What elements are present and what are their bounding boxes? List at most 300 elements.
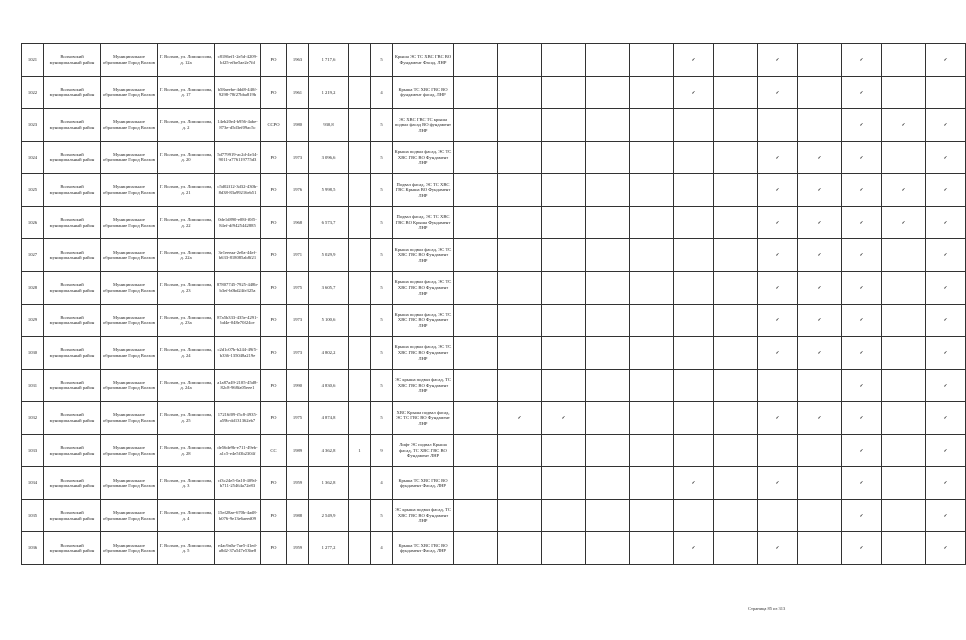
municipality-cell: Муниципальное образование Город Волхов: [101, 109, 158, 142]
build-year-cell: 1988: [287, 499, 309, 532]
work-check-cell: [586, 174, 630, 207]
work-check-cell: [758, 337, 798, 370]
wall-type-cell: РО: [261, 499, 287, 532]
checkmark-icon: ✓: [859, 284, 864, 290]
work-check-cell: [842, 206, 882, 239]
build-year-cell: 1973: [287, 304, 309, 337]
address-cell: Г. Волхов, ул. Ломоносова, д. 12а: [158, 44, 215, 77]
elevator-count-cell: [349, 337, 371, 370]
work-check-cell: [714, 76, 758, 109]
municipality-cell: Муниципальное образование Город Волхов: [101, 402, 158, 435]
table-row: [22, 239, 966, 272]
checkmark-icon: ✓: [775, 219, 780, 225]
house-guid-cell: 87807745-7925-448b-b3ef-b0bd24fe325a: [215, 271, 261, 304]
floors-cell: 5: [371, 304, 393, 337]
checkmark-icon: ✓: [943, 219, 948, 225]
floors-cell: 5: [371, 206, 393, 239]
works-list-cell: Крыша ТС ХВС ГВС ВО фундамент фасад, ЛНР: [393, 76, 454, 109]
district-cell: Волховский муниципальный район: [44, 44, 101, 77]
work-check-cell: [542, 402, 586, 435]
work-check-cell: [498, 499, 542, 532]
work-check-cell: [454, 434, 498, 467]
wall-type-cell: РО: [261, 239, 287, 272]
checkmark-icon: ✓: [943, 187, 948, 193]
work-check-cell: [498, 304, 542, 337]
checkmark-icon: ✓: [775, 252, 780, 258]
checkmark-icon: ✓: [859, 219, 864, 225]
work-check-cell: [842, 499, 882, 532]
work-check-cell: [798, 271, 842, 304]
total-area-cell: 4 874,8: [309, 402, 349, 435]
house-guid-cell: c2d1c07b-b244-49f5-b336-135048a219e: [215, 337, 261, 370]
build-year-cell: 1990: [287, 369, 309, 402]
checkmark-icon: ✓: [943, 252, 948, 258]
work-check-cell: [498, 109, 542, 142]
row-number: 1028: [22, 271, 44, 304]
work-check-cell: [542, 76, 586, 109]
build-year-cell: 1961: [287, 76, 309, 109]
address-cell: Г. Волхов, ул. Ломоносова, д. 22а: [158, 239, 215, 272]
table-row: [22, 174, 966, 207]
work-check-cell: [586, 141, 630, 174]
work-check-cell: [630, 369, 674, 402]
municipality-cell: Муниципальное образование Город Волхов: [101, 499, 158, 532]
checkmark-icon: ✓: [859, 512, 864, 518]
district-cell: Волховский муниципальный район: [44, 239, 101, 272]
work-check-cell: [842, 239, 882, 272]
checkmark-icon: ✓: [817, 154, 822, 160]
total-area-cell: 5 100,6: [309, 304, 349, 337]
checkmark-icon: ✓: [817, 350, 822, 356]
work-check-cell: [926, 44, 966, 77]
row-number: 1026: [22, 206, 44, 239]
district-cell: Волховский муниципальный район: [44, 337, 101, 370]
work-check-cell: [926, 76, 966, 109]
work-check-cell: [758, 304, 798, 337]
checkmark-icon: ✓: [691, 89, 696, 95]
checkmark-icon: ✓: [859, 350, 864, 356]
municipality-cell: Муниципальное образование Город Волхов: [101, 467, 158, 500]
work-check-cell: [842, 369, 882, 402]
work-check-cell: [586, 369, 630, 402]
table-row: [22, 76, 966, 109]
wall-type-cell: РО: [261, 467, 287, 500]
work-check-cell: [586, 206, 630, 239]
row-number: 1022: [22, 76, 44, 109]
address-cell: Г. Волхов, ул. Ломоносова, д. 20: [158, 141, 215, 174]
work-check-cell: [758, 206, 798, 239]
checkmark-icon: ✓: [691, 480, 696, 486]
work-check-cell: [542, 44, 586, 77]
district-cell: Волховский муниципальный район: [44, 434, 101, 467]
floors-cell: 4: [371, 467, 393, 500]
works-list-cell: Лифт ЭС подвал Крыша фасад, ТС ХВС ГВС ВО Фундамент ЛНР: [393, 434, 454, 467]
checkmark-icon: ✓: [775, 284, 780, 290]
work-check-cell: [882, 532, 926, 565]
checkmark-icon: ✓: [943, 512, 948, 518]
work-check-cell: [674, 109, 714, 142]
works-list-cell: ЭС крыша подвал фасад, ТС ХВС ГВС ВО Фундамент ЛНР: [393, 369, 454, 402]
work-check-cell: [630, 467, 674, 500]
work-check-cell: [926, 304, 966, 337]
total-area-cell: 4 802,2: [309, 337, 349, 370]
work-check-cell: [758, 369, 798, 402]
municipality-cell: Муниципальное образование Город Волхов: [101, 337, 158, 370]
work-check-cell: [674, 141, 714, 174]
table-row: [22, 499, 966, 532]
works-list-cell: Крыша подвал фасад, ЭС ТС ХВС ГВС ВО Фундамент ЛНР: [393, 239, 454, 272]
work-check-cell: [586, 271, 630, 304]
checkmark-icon: ✓: [901, 219, 906, 225]
elevator-count-cell: [349, 304, 371, 337]
checkmark-icon: ✓: [775, 480, 780, 486]
work-check-cell: [630, 304, 674, 337]
work-check-cell: [714, 499, 758, 532]
work-check-cell: [798, 206, 842, 239]
work-check-cell: [758, 532, 798, 565]
house-guid-cell: c8186ef1-2e5d-4209-bf25-efbe5ae2e7fd: [215, 44, 261, 77]
work-check-cell: [454, 499, 498, 532]
district-cell: Волховский муниципальный район: [44, 532, 101, 565]
work-check-cell: [586, 44, 630, 77]
work-check-cell: [882, 434, 926, 467]
work-check-cell: [926, 239, 966, 272]
wall-type-cell: ССРО: [261, 109, 287, 142]
work-check-cell: [542, 141, 586, 174]
checkmark-icon: ✓: [517, 415, 522, 421]
checkmark-icon: ✓: [775, 187, 780, 193]
checkmark-icon: ✓: [943, 56, 948, 62]
row-number: 1032: [22, 402, 44, 435]
works-list-cell: Крыша подвал фасад, ЭС ТС ХВС ГВС ВО Фундамент ЛНР: [393, 337, 454, 370]
work-check-cell: [842, 109, 882, 142]
work-check-cell: [714, 44, 758, 77]
work-check-cell: [586, 532, 630, 565]
checkmark-icon: ✓: [943, 480, 948, 486]
work-check-cell: [882, 44, 926, 77]
checkmark-icon: ✓: [561, 415, 566, 421]
checkmark-icon: ✓: [859, 56, 864, 62]
row-number: 1035: [22, 499, 44, 532]
checkmark-icon: ✓: [859, 122, 864, 128]
municipality-cell: Муниципальное образование Город Волхов: [101, 44, 158, 77]
wall-type-cell: РО: [261, 369, 287, 402]
work-check-cell: [714, 239, 758, 272]
work-check-cell: [926, 109, 966, 142]
work-check-cell: [454, 467, 498, 500]
work-check-cell: [882, 174, 926, 207]
work-check-cell: [714, 206, 758, 239]
district-cell: Волховский муниципальный район: [44, 141, 101, 174]
works-list-cell: Крыша ТС ХВС ГВС ВО фундамент Фасад, ЛНР: [393, 532, 454, 565]
floors-cell: 4: [371, 532, 393, 565]
build-year-cell: 1980: [287, 109, 309, 142]
work-check-cell: [498, 76, 542, 109]
floors-cell: 5: [371, 44, 393, 77]
work-check-cell: [758, 239, 798, 272]
district-cell: Волховский муниципальный район: [44, 304, 101, 337]
work-check-cell: [454, 76, 498, 109]
work-check-cell: [542, 271, 586, 304]
floors-cell: 5: [371, 141, 393, 174]
municipality-cell: Муниципальное образование Город Волхов: [101, 76, 158, 109]
build-year-cell: 1959: [287, 467, 309, 500]
work-check-cell: [454, 402, 498, 435]
work-check-cell: [674, 532, 714, 565]
address-cell: Г. Волхов, ул. Ломоносова, д. 25: [158, 402, 215, 435]
table-row: [22, 337, 966, 370]
work-check-cell: [630, 337, 674, 370]
work-check-cell: [630, 206, 674, 239]
works-list-cell: ЭС ХВС ГВС ТС крыша подвал фасад ВО фундамент ЛНР: [393, 109, 454, 142]
work-check-cell: [882, 467, 926, 500]
elevator-count-cell: [349, 239, 371, 272]
floors-cell: 5: [371, 337, 393, 370]
work-check-cell: [542, 532, 586, 565]
work-check-cell: [758, 271, 798, 304]
works-list-cell: Крыша подвал фасад, ЭС ТС ХВС ГВС ВО Фундамент ЛНР: [393, 141, 454, 174]
work-check-cell: [926, 434, 966, 467]
work-check-cell: [630, 434, 674, 467]
row-number: 1023: [22, 109, 44, 142]
checkmark-icon: ✓: [775, 89, 780, 95]
address-cell: Г. Волхов, ул. Ломоносова, д. 2: [158, 109, 215, 142]
work-check-cell: [882, 109, 926, 142]
work-check-cell: [674, 44, 714, 77]
row-number: 1033: [22, 434, 44, 467]
elevator-count-cell: [349, 532, 371, 565]
work-check-cell: [842, 271, 882, 304]
work-check-cell: [926, 467, 966, 500]
checkmark-icon: ✓: [817, 219, 822, 225]
work-check-cell: [454, 174, 498, 207]
work-check-cell: [586, 76, 630, 109]
work-check-cell: [758, 434, 798, 467]
building-register-table: [21, 43, 966, 565]
work-check-cell: [798, 304, 842, 337]
district-cell: Волховский муниципальный район: [44, 467, 101, 500]
work-check-cell: [842, 434, 882, 467]
floors-cell: 5: [371, 402, 393, 435]
work-check-cell: [842, 76, 882, 109]
wall-type-cell: РО: [261, 174, 287, 207]
row-number: 1029: [22, 304, 44, 337]
work-check-cell: [586, 109, 630, 142]
total-area-cell: 5 998,5: [309, 174, 349, 207]
work-check-cell: [798, 499, 842, 532]
table-row: [22, 467, 966, 500]
elevator-count-cell: [349, 206, 371, 239]
work-check-cell: [842, 532, 882, 565]
total-area-cell: 1 277,2: [309, 532, 349, 565]
address-cell: Г. Волхов, ул. Ломоносова, д. 24: [158, 337, 215, 370]
elevator-count-cell: [349, 109, 371, 142]
work-check-cell: [674, 369, 714, 402]
work-check-cell: [454, 369, 498, 402]
work-check-cell: [714, 304, 758, 337]
build-year-cell: 1959: [287, 532, 309, 565]
wall-type-cell: РО: [261, 44, 287, 77]
build-year-cell: 1975: [287, 402, 309, 435]
checkmark-icon: ✓: [859, 187, 864, 193]
row-number: 1031: [22, 369, 44, 402]
work-check-cell: [842, 337, 882, 370]
checkmark-icon: ✓: [775, 154, 780, 160]
work-check-cell: [758, 109, 798, 142]
checkmark-icon: ✓: [817, 284, 822, 290]
municipality-cell: Муниципальное образование Город Волхов: [101, 239, 158, 272]
row-number: 1024: [22, 141, 44, 174]
work-check-cell: [630, 44, 674, 77]
floors-cell: 5: [371, 271, 393, 304]
district-cell: Волховский муниципальный район: [44, 499, 101, 532]
work-check-cell: [630, 402, 674, 435]
house-guid-cell: cf3c24e5-0a10-409d-b711-25464a72e83: [215, 467, 261, 500]
checkmark-icon: ✓: [775, 350, 780, 356]
wall-type-cell: РО: [261, 271, 287, 304]
work-check-cell: [630, 141, 674, 174]
total-area-cell: 3 096,6: [309, 141, 349, 174]
address-cell: Г. Волхов, ул. Ломоносова, д. 5: [158, 532, 215, 565]
work-check-cell: [630, 174, 674, 207]
checkmark-icon: ✓: [817, 415, 822, 421]
work-check-cell: [674, 271, 714, 304]
work-check-cell: [758, 44, 798, 77]
district-cell: Волховский муниципальный район: [44, 76, 101, 109]
checkmark-icon: ✓: [691, 545, 696, 551]
build-year-cell: 1968: [287, 206, 309, 239]
address-cell: Г. Волхов, ул. Ломоносова, д. 3: [158, 467, 215, 500]
work-check-cell: [498, 174, 542, 207]
work-check-cell: [454, 141, 498, 174]
elevator-count-cell: [349, 369, 371, 402]
elevator-count-cell: [349, 76, 371, 109]
address-cell: Г. Волхов, ул. Ломоносова, д. 24а: [158, 369, 215, 402]
checkmark-icon: ✓: [817, 252, 822, 258]
floors-cell: 4: [371, 76, 393, 109]
address-cell: Г. Волхов, ул. Ломоносова, д. 21: [158, 174, 215, 207]
work-check-cell: [542, 337, 586, 370]
work-check-cell: [798, 337, 842, 370]
checkmark-icon: ✓: [859, 382, 864, 388]
table-row: [22, 109, 966, 142]
checkmark-icon: ✓: [901, 187, 906, 193]
floors-cell: 5: [371, 174, 393, 207]
checkmark-icon: ✓: [943, 382, 948, 388]
work-check-cell: [714, 109, 758, 142]
work-check-cell: [454, 44, 498, 77]
checkmark-icon: ✓: [775, 545, 780, 551]
work-check-cell: [586, 467, 630, 500]
row-number: 1036: [22, 532, 44, 565]
work-check-cell: [454, 337, 498, 370]
work-check-cell: [674, 434, 714, 467]
work-check-cell: [498, 467, 542, 500]
build-year-cell: 1971: [287, 239, 309, 272]
work-check-cell: [586, 337, 630, 370]
work-check-cell: [542, 109, 586, 142]
checkmark-icon: ✓: [859, 317, 864, 323]
table-row: [22, 141, 966, 174]
district-cell: Волховский муниципальный район: [44, 109, 101, 142]
floors-cell: 5: [371, 499, 393, 532]
work-check-cell: [882, 337, 926, 370]
work-check-cell: [630, 271, 674, 304]
floors-cell: 5: [371, 239, 393, 272]
checkmark-icon: ✓: [859, 415, 864, 421]
work-check-cell: [842, 467, 882, 500]
municipality-cell: Муниципальное образование Город Волхов: [101, 369, 158, 402]
wall-type-cell: РО: [261, 76, 287, 109]
work-check-cell: [926, 369, 966, 402]
row-number: 1030: [22, 337, 44, 370]
work-check-cell: [674, 174, 714, 207]
work-check-cell: [674, 239, 714, 272]
house-guid-cell: 15ef28ae-670b-4ad8-b076-9e13e6aeed09: [215, 499, 261, 532]
work-check-cell: [758, 499, 798, 532]
municipality-cell: Муниципальное образование Город Волхов: [101, 174, 158, 207]
work-check-cell: [674, 76, 714, 109]
work-check-cell: [454, 532, 498, 565]
elevator-count-cell: [349, 174, 371, 207]
build-year-cell: 1973: [287, 141, 309, 174]
work-check-cell: [798, 467, 842, 500]
floors-cell: 9: [371, 434, 393, 467]
wall-type-cell: РО: [261, 304, 287, 337]
work-check-cell: [586, 402, 630, 435]
checkmark-icon: ✓: [943, 122, 948, 128]
work-check-cell: [926, 271, 966, 304]
work-check-cell: [674, 402, 714, 435]
house-guid-cell: 5d779919-ac2d-4e34-9011-a776119775d3: [215, 141, 261, 174]
work-check-cell: [882, 369, 926, 402]
total-area-cell: 1 362,8: [309, 467, 349, 500]
checkmark-icon: ✓: [691, 56, 696, 62]
work-check-cell: [798, 532, 842, 565]
table-row: [22, 369, 966, 402]
work-check-cell: [454, 206, 498, 239]
checkmark-icon: ✓: [775, 56, 780, 62]
work-check-cell: [926, 141, 966, 174]
checkmark-icon: ✓: [859, 154, 864, 160]
work-check-cell: [498, 337, 542, 370]
work-check-cell: [714, 337, 758, 370]
table-row: [22, 304, 966, 337]
work-check-cell: [542, 434, 586, 467]
work-check-cell: [714, 402, 758, 435]
work-check-cell: [926, 532, 966, 565]
checkmark-icon: ✓: [859, 89, 864, 95]
elevator-count-cell: [349, 402, 371, 435]
house-guid-cell: 87a5b333-435e-4291-bd4e-048e70f24ce: [215, 304, 261, 337]
table-row: [22, 402, 966, 435]
work-check-cell: [798, 369, 842, 402]
work-check-cell: [882, 271, 926, 304]
work-check-cell: [926, 174, 966, 207]
build-year-cell: 1973: [287, 337, 309, 370]
house-guid-cell: 3e1eeeaa-2e0a-44ef-b633-818085ab8f21: [215, 239, 261, 272]
wall-type-cell: РО: [261, 141, 287, 174]
house-guid-cell: 14eb20e4-b956-4abe-873e-d5d3ef09ac5c: [215, 109, 261, 142]
checkmark-icon: ✓: [817, 187, 822, 193]
row-number: 1027: [22, 239, 44, 272]
wall-type-cell: РО: [261, 337, 287, 370]
total-area-cell: 1 717,6: [309, 44, 349, 77]
work-check-cell: [842, 174, 882, 207]
work-check-cell: [498, 532, 542, 565]
work-check-cell: [542, 239, 586, 272]
work-check-cell: [758, 141, 798, 174]
